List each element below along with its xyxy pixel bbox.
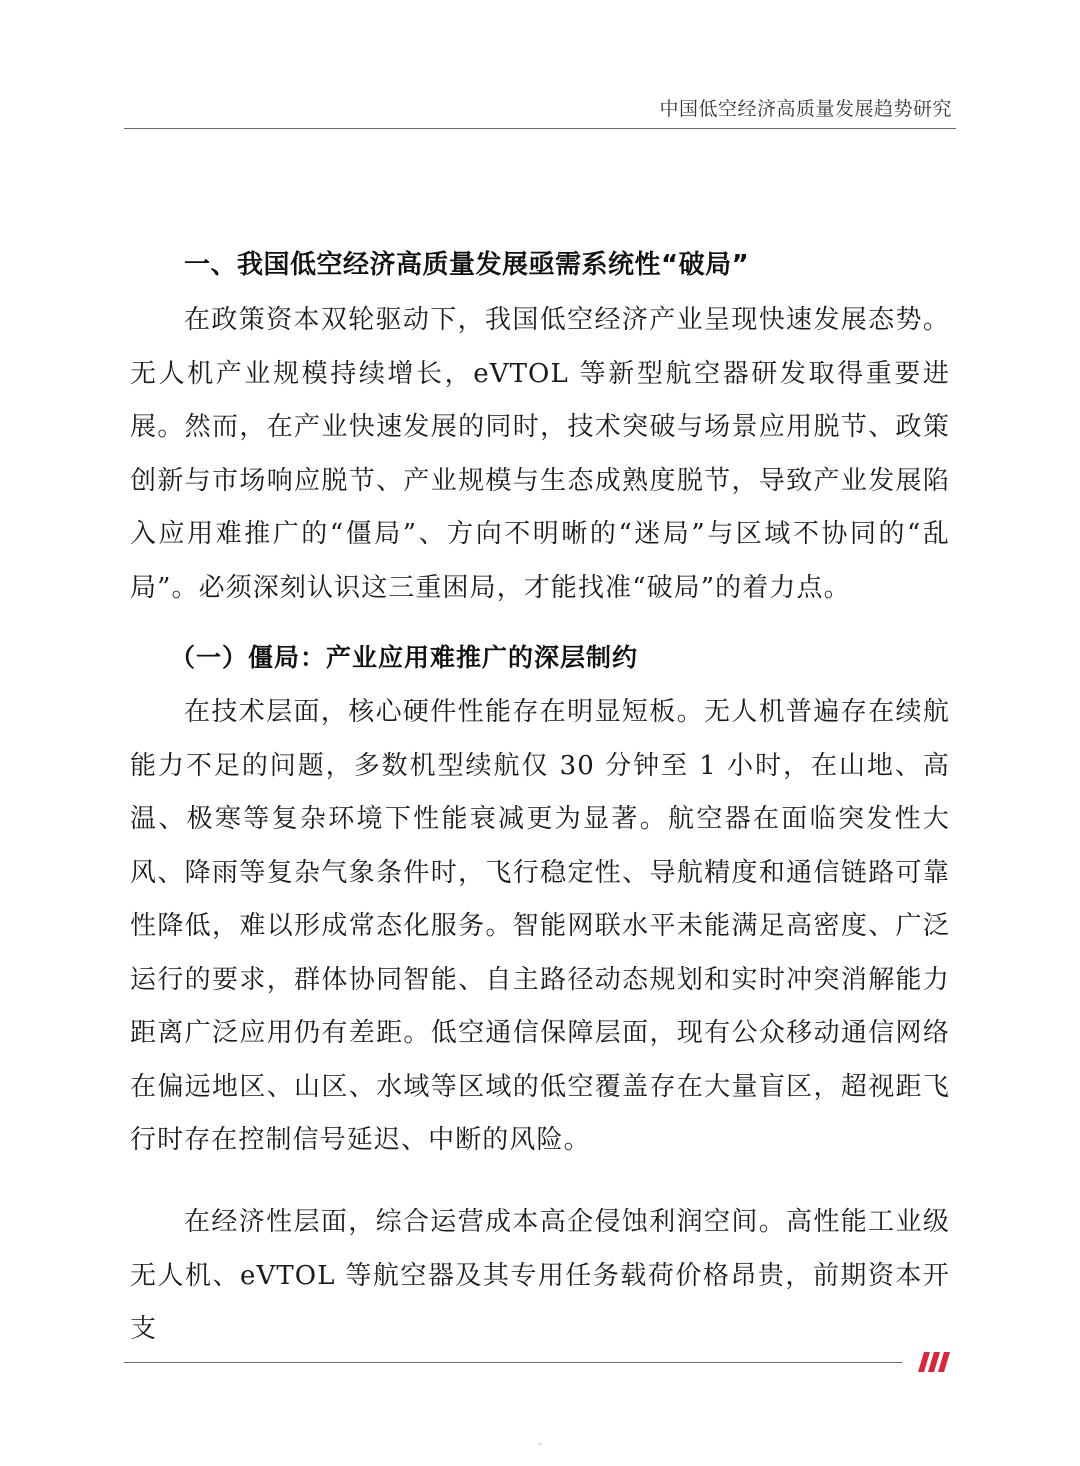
subsection-heading: （一）僵局：产业应用难推广的深层制约 [170, 643, 639, 672]
page-header-title: 中国低空经济高质量发展趋势研究 [659, 98, 952, 120]
footer-divider [124, 1362, 902, 1363]
header-divider [124, 128, 956, 129]
section-heading: 一、我国低空经济高质量发展亟需系统性“破局” [184, 250, 750, 280]
paragraph-intro: 在政策资本双轮驱动下，我国低空经济产业呈现快速发展态势。无人机产业规模持续增长，eVTOL 等新型航空器研发取得重要进展。然而，在产业快速发展的同时，技术突破与场景应用脱节、政策创新与市场响应脱节、产业规模与生态成熟度脱节，导致产业发展陷入应用难推广的“僵局”、方向不明晰的“迷局”与区域不协同的“乱局”。必须深刻认识这三重困局，才能找准“破局”的着力点。 [130, 305, 950, 603]
red-slash-stripes-icon [912, 1350, 952, 1374]
paragraph-economics: 在经济性层面，综合运营成本高企侵蚀利润空间。高性能工业级无人机、eVTOL 等航空器及其专用任务载荷价格昂贵，前期资本开支 [130, 1207, 950, 1344]
paragraph-technology: 在技术层面，核心硬件性能存在明显短板。无人机普遍存在续航能力不足的问题，多数机型续航仅 30 分钟至 1 小时，在山地、高温、极寒等复杂环境下性能衰减更为显著。航空器在面临突发性大风、降雨等复杂气象条件时，飞行稳定性、导航精度和通信链路可靠性降低，难以形成常态化服务。智能网联水平未能满足高密度、广泛运行的要求，群体协同智能、自主路径动态规划和实时冲突消解能力距离广泛应用仍有差距。低空通信保障层面，现有公众移动通信网络在偏远地区、山区、水域等区域的低空覆盖存在大量盲区，超视距飞行时存在控制信号延迟、中断的风险。 [130, 697, 950, 1155]
page-center-dot [538, 1442, 542, 1446]
